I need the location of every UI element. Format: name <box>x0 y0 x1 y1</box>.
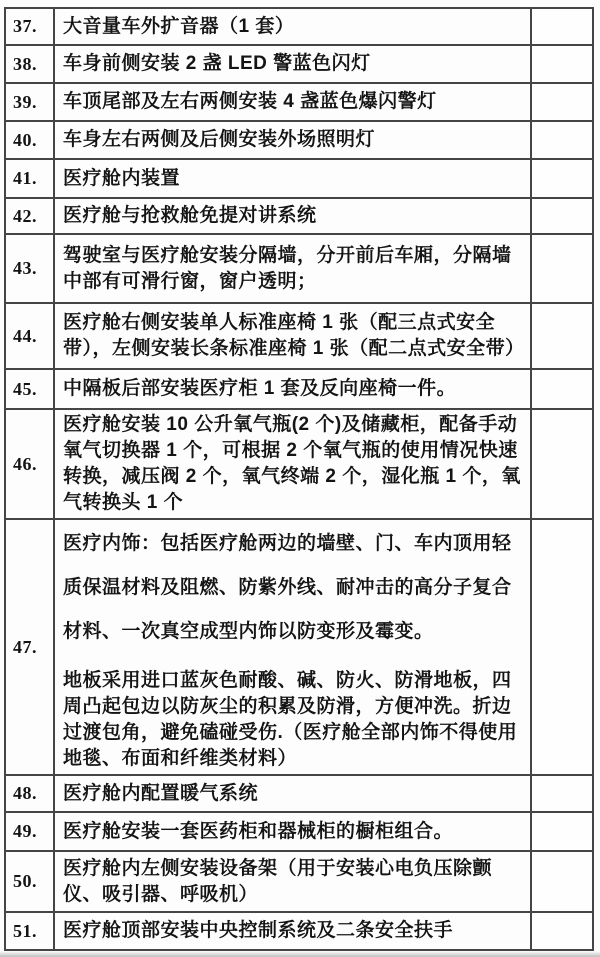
remark-cell <box>531 303 593 369</box>
table-row <box>5 121 593 159</box>
row-description: 医疗舱安装 10 公升氧气瓶(2 个)及储藏柜，配备手动氧气切换器 1 个，可根据 2 个氧气瓶的使用情况快速转换，减压阀 2 个，氧气终端 2 个，湿化瓶 1 个，氧气转换头 1 个 <box>54 409 531 519</box>
row-number: 40. <box>5 121 54 159</box>
remark-cell <box>531 159 593 198</box>
row-number: 46. <box>5 409 54 519</box>
remark-cell <box>531 234 593 303</box>
specification-table <box>4 7 594 951</box>
table-row <box>5 775 593 812</box>
row-description: 车身左右两侧及后侧安装外场照明灯 <box>54 121 531 159</box>
row-description: 医疗舱内配置暖气系统 <box>54 775 531 812</box>
row-number: 38. <box>5 45 54 83</box>
row-description: 医疗舱内左侧安装设备架（用于安装心电负压除颤仪、吸引器、呼吸机） <box>54 851 531 912</box>
row-description: 中隔板后部安装医疗柜 1 套及反向座椅一件。 <box>54 369 531 409</box>
row-number: 48. <box>5 775 54 812</box>
table-row <box>5 45 593 83</box>
table-row <box>5 234 593 303</box>
row-description: 医疗舱安装一套医药柜和器械柜的橱柜组合。 <box>54 812 531 851</box>
row-description: 医疗舱顶部安装中央控制系统及二条安全扶手 <box>54 912 531 950</box>
row-number: 42. <box>5 198 54 234</box>
table-row <box>5 159 593 198</box>
remark-cell <box>531 369 593 409</box>
row-description: 大音量车外扩音器（1 套） <box>54 8 531 45</box>
row-description: 车顶尾部及左右两侧安装 4 盏蓝色爆闪警灯 <box>54 83 531 121</box>
remark-cell <box>531 912 593 950</box>
row-number: 49. <box>5 812 54 851</box>
table-row <box>5 198 593 234</box>
table-row <box>5 8 593 45</box>
remark-cell <box>531 198 593 234</box>
remark-cell <box>531 121 593 159</box>
table-row <box>5 369 593 409</box>
table-row <box>5 519 593 775</box>
row-number: 50. <box>5 851 54 912</box>
row-number: 41. <box>5 159 54 198</box>
description-paragraph: 医疗内饰：包括医疗舱两边的墙壁、门、车内顶用轻质保温材料及阻燃、防紫外线、耐冲击的高分子复合材料、一次真空成型内饰以防变形及霉变。 <box>63 533 512 642</box>
table-row <box>5 812 593 851</box>
remark-cell <box>531 409 593 519</box>
description-paragraph: 地板采用进口蓝灰色耐酸、碱、防火、防滑地板，四周凸起包边以防灰尘的积累及防滑，方便冲洗。折边过渡包角，避免磕碰受伤.（医疗舱全部内饰不得使用地毯、布面和纤维类材料） <box>63 670 518 769</box>
row-number: 51. <box>5 912 54 950</box>
row-number: 44. <box>5 303 54 369</box>
table-row <box>5 409 593 519</box>
remark-cell <box>531 812 593 851</box>
row-description: 车身前侧安装 2 盏 LED 警蓝色闪灯 <box>54 45 531 83</box>
row-number: 39. <box>5 83 54 121</box>
row-number: 45. <box>5 369 54 409</box>
row-description: 驾驶室与医疗舱安装分隔墙，分开前后车厢，分隔墙中部有可滑行窗，窗户透明； <box>54 234 531 303</box>
table-row <box>5 912 593 950</box>
page-bottom-scan-shadow <box>0 951 600 957</box>
row-description: 医疗舱与抢救舱免提对讲系统 <box>54 198 531 234</box>
remark-cell <box>531 8 593 45</box>
row-number: 47. <box>5 519 54 775</box>
row-description: 医疗舱内装置 <box>54 159 531 198</box>
remark-cell <box>531 83 593 121</box>
row-number: 43. <box>5 234 54 303</box>
remark-cell <box>531 45 593 83</box>
table-row <box>5 83 593 121</box>
row-description <box>54 519 531 775</box>
remark-cell <box>531 851 593 912</box>
remark-cell <box>531 519 593 775</box>
table-row <box>5 303 593 369</box>
remark-cell <box>531 775 593 812</box>
row-number: 37. <box>5 8 54 45</box>
table-row <box>5 851 593 912</box>
row-description: 医疗舱右侧安装单人标准座椅 1 张（配三点式安全带），左侧安装长条标准座椅 1 张（配二点式安全带） <box>54 303 531 369</box>
